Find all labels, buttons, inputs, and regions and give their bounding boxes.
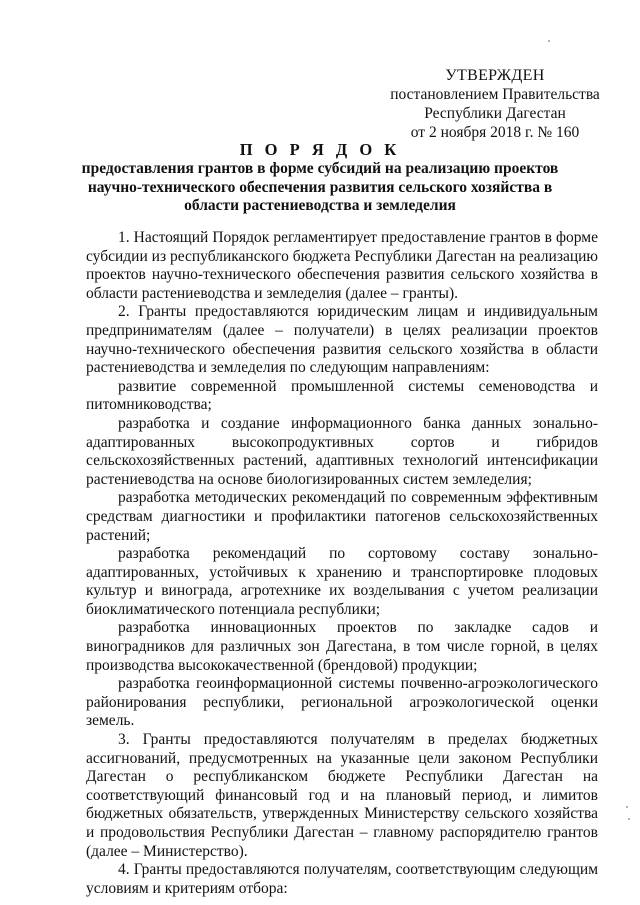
paragraph-2: 2. Гранты предоставляются юридическим лицам и индивидуальным предпринимателям (далее – получатели) в целях реализации проектов научно-технического обеспечения развития сельского хозяйства в области растениеводства и земледелия по следующим направлениям: — [86, 303, 598, 377]
direction-item-1: развитие современной промышленной системы семеноводства и питомниководства; — [86, 377, 598, 414]
direction-item-2: разработка и создание информационного банка данных зонально-адаптированных высокопродуктивных сортов и гибридов сельскохозяйственных растений, адаптивных технологий интенсификации растениеводства на основе биологизированных систем земледелия; — [86, 414, 598, 488]
direction-item-6: разработка геоинформационной системы почвенно-агроэкологического районирования республики, региональной агроэкологической оценки земель. — [86, 675, 598, 730]
paragraph-4: 4. Гранты предоставляются получателям, соответствующим следующим условиям и критериям отбора: — [86, 861, 598, 897]
document-subtitle: предоставления грантов в форме субсидий на реализацию проектов научно-технического обеспечения развития сельского хозяйства в области растениеводства и земледелия — [81, 160, 559, 214]
scan-speck — [626, 806, 628, 808]
document-title: П О Р Я Д О К — [239, 140, 401, 159]
direction-item-5: разработка инновационных проектов по закладке садов и виноградников для различных зон Дагестана, в том числе горной, в целях производства высококачественной (брендовой) продукции; — [86, 619, 598, 674]
approval-title: УТВЕРЖДЕН — [445, 67, 545, 84]
paragraph-3: 3. Гранты предоставляются получателям в пределах бюджетных ассигнований, предусмотренных на указанные цели законом Республики Дагестан о республиканском бюджете Республики Дагестан на соответствующий финансовый год и на плановый период, и лимитов бюджетных обязательств, утвержденных Министерству сельского хозяйства и продовольствия Республики Дагестан – главному распорядителю грантов (далее – Министерство). — [86, 731, 598, 860]
approval-line-1: постановлением Правительства — [390, 86, 600, 103]
direction-item-3: разработка методических рекомендаций по современным эффективным средствам диагностики и профилактики патогенов сельскохозяйственных растений; — [86, 489, 598, 544]
paragraph-1: 1. Настоящий Порядок регламентирует предоставление грантов в форме субсидии из республиканского бюджета Республики Дагестан на реализацию проектов научно-технического обеспечения развития сельского хозяйства в области растениеводства и земледелия (далее – гранты). — [86, 229, 598, 302]
scan-speck — [548, 40, 550, 42]
document-body — [86, 229, 598, 898]
scan-speck — [628, 818, 630, 820]
approval-line-3: от 2 ноября 2018 г. № 160 — [410, 124, 580, 141]
direction-item-4: разработка рекомендаций по сортовому составу зонально-адаптированных, устойчивых к хранению и транспортировке плодовых культур и винограда, агротехнике их возделывания с учетом реализации биоклиматического потенциала республики; — [86, 545, 598, 618]
approval-line-2: Республики Дагестан — [424, 105, 566, 122]
approval-stamp — [380, 66, 610, 142]
